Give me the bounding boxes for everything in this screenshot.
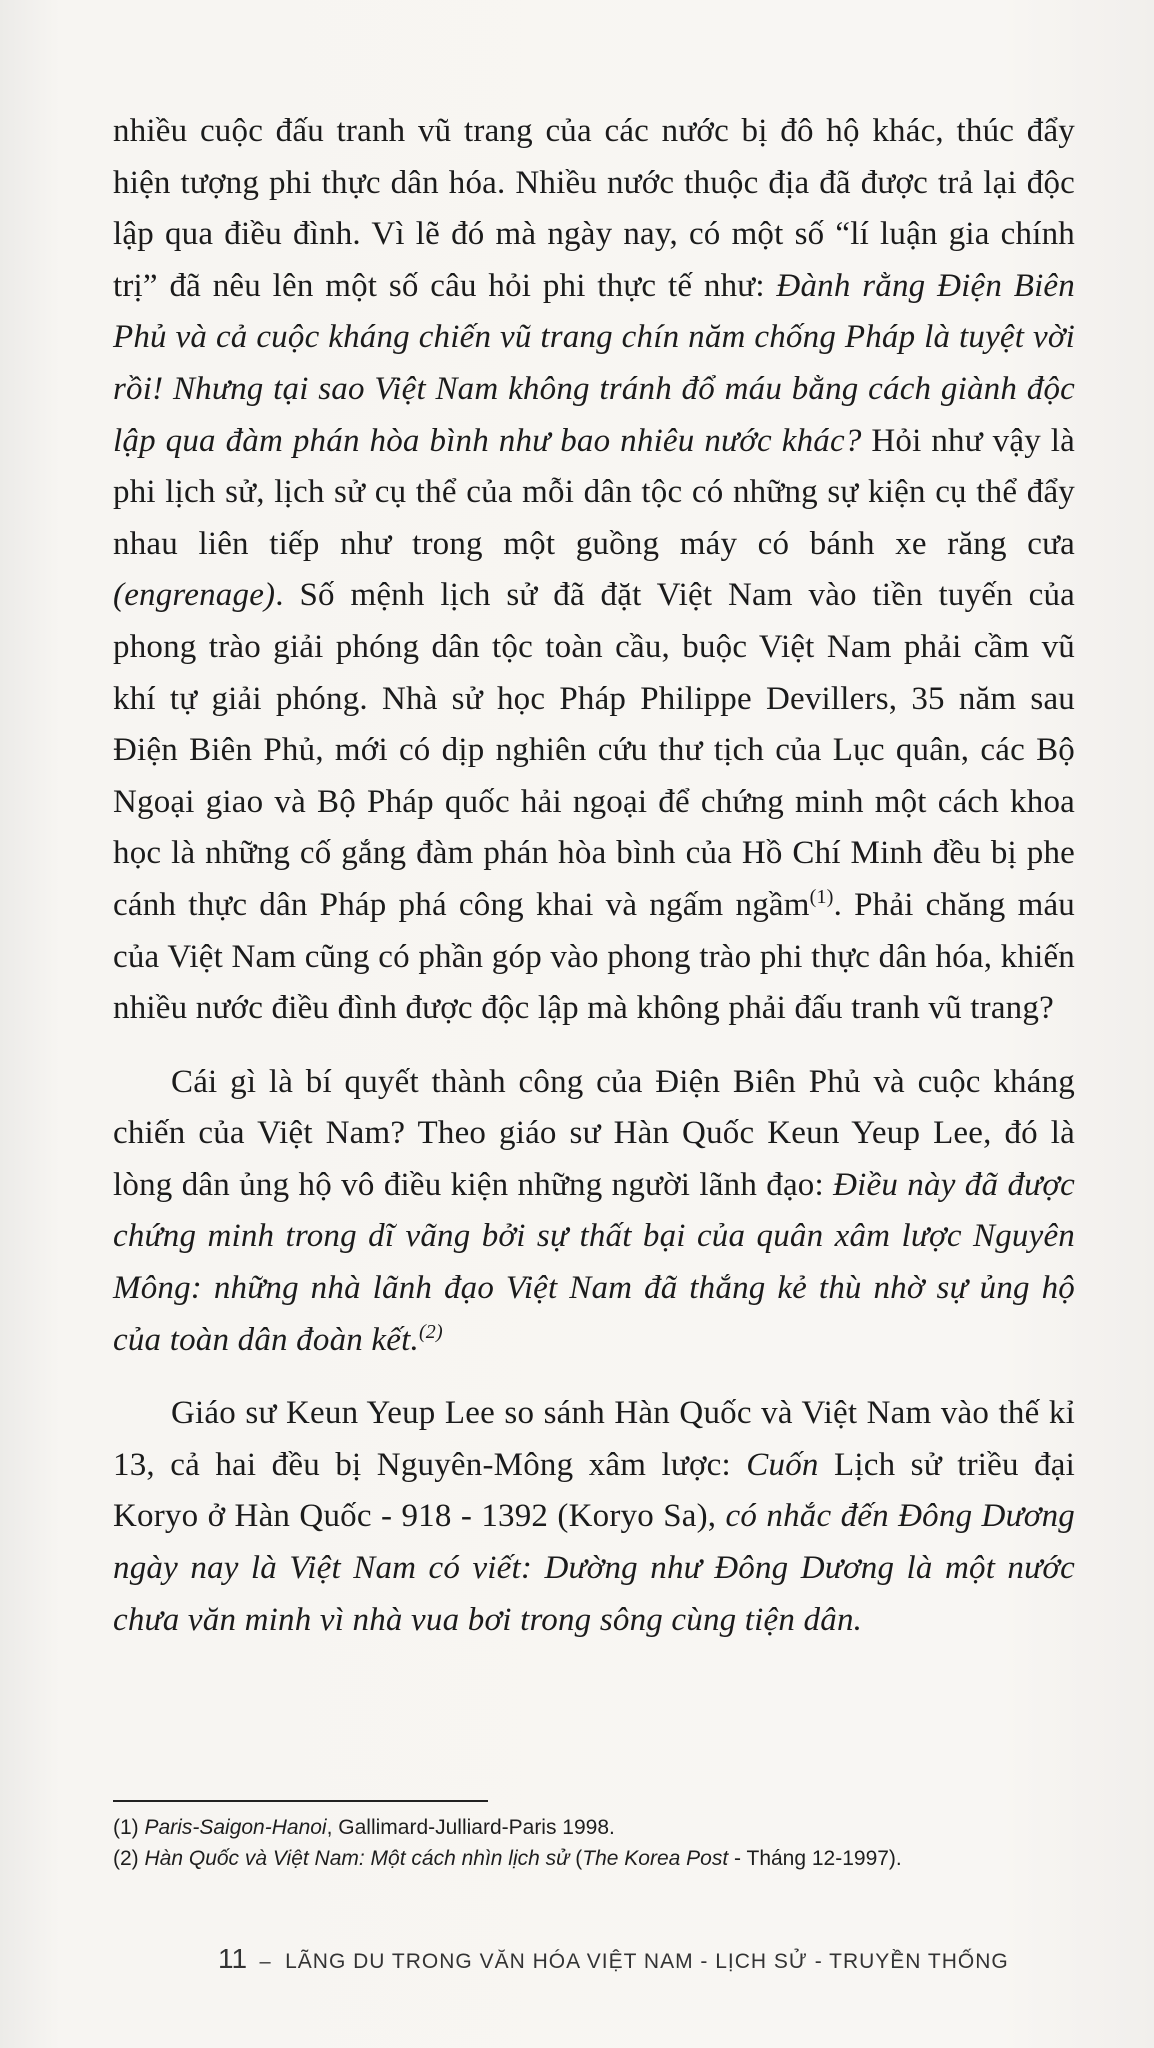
footnote-ref-2: (2) — [418, 1320, 443, 1343]
italic-quote: có nhắc đến Đông Dương ngày nay là Việt Nam có viết: Dường như Đông Dương là một nước chưa văn minh vì nhà vua bơi trong sông cùng tiện dân. — [113, 1498, 1075, 1638]
footnote-text: ( — [569, 1847, 583, 1870]
footnote-text: , Gallimard-Julliard-Paris 1998. — [326, 1816, 615, 1839]
text-run: Lịch sử triều đại Koryo ở Hàn Quốc - 918 - 1392 (Koryo Sa), — [113, 1446, 1076, 1535]
italic-quote: Điều này đã được chứng minh trong dĩ vãng bởi sự thất bại của quân xâm lược Nguyên Mông: những nhà lãnh đạo Việt Nam đã thắng kẻ thù nhờ sự ủng hộ của toàn dân đoàn kết. — [113, 1166, 1075, 1358]
footer-separator: – — [259, 1951, 271, 1973]
text-run: Cái gì là bí quyết thành công của Điện Biên Phủ và cuộc kháng chiến của Việt Nam? Theo giáo sư Hàn Quốc Keun Yeup Lee, đó là lòng dân ủng hộ vô điều kiện những người lãnh đạo: — [113, 1063, 1075, 1203]
footnote-number: (2) — [113, 1847, 145, 1870]
paragraph-1 — [113, 106, 1075, 1035]
italic-term: (engrenage) — [113, 577, 276, 614]
text-run: Giáo sư Keun Yeup Lee so sánh Hàn Quốc và Việt Nam vào thế kỉ 13, cả hai đều bị Nguyên-Mông xâm lược: — [113, 1395, 1075, 1483]
footnote-2 — [113, 1843, 1073, 1874]
paragraph-3 — [113, 1388, 1075, 1646]
footnote-title: Hàn Quốc và Việt Nam: Một cách nhìn lịch sử — [144, 1847, 570, 1870]
running-title: LÃNG DU TRONG VĂN HÓA VIỆT NAM - LỊCH SỬ - TRUYỀN THỐNG — [285, 1950, 1009, 1973]
footnote-title: Paris-Saigon-Hanoi — [144, 1816, 327, 1839]
footnote-text: - Tháng 12-1997). — [728, 1847, 902, 1870]
page-footer — [218, 1943, 1018, 1975]
body-text — [113, 106, 1075, 1646]
footnote-number: (1) — [113, 1816, 145, 1839]
text-run: . Số mệnh lịch sử đã đặt Việt Nam vào tiền tuyến của phong trào giải phóng dân tộc toàn cầu, buộc Việt Nam phải cầm vũ khí tự giải phóng. Nhà sử học Pháp Philippe Devillers, 35 năm sau Điện Biên Phủ, mới có dịp nghiên cứu thư tịch của Lục quân, các Bộ Ngoại giao và Bộ Pháp quốc hải ngoại để chứng minh một cách khoa học là những cố gắng đàm phán hòa bình của Hồ Chí Minh đều bị phe cánh thực dân Pháp phá công khai và ngấm ngầm — [113, 577, 1075, 923]
page-number: 11 — [218, 1943, 248, 1974]
footnote-divider — [113, 1800, 488, 1802]
paragraph-2 — [113, 1057, 1075, 1367]
text-run: Hỏi như vậy là phi lịch sử, lịch sử cụ thể của mỗi dân tộc có những sự kiện cụ thể đẩy nhau liên tiếp như trong một guồng máy có bánh xe răng cưa — [113, 422, 1075, 562]
footnote-1 — [113, 1812, 1073, 1843]
text-run: . Phải chăng máu của Việt Nam cũng có phần góp vào phong trào phi thực dân hóa, khiến nhiều nước điều đình được độc lập mà không phải đấu tranh vũ trang? — [113, 886, 1075, 1027]
footnote-ref-1: (1) — [809, 885, 834, 908]
italic-quote: Đành rằng Điện Biên Phủ và cả cuộc kháng chiến vũ trang chín năm chống Pháp là tuyệt vời rồi! Nhưng tại sao Việt Nam không tránh đổ máu bằng cách giành độc lập qua đàm phán hòa bình như bao nhiêu nước khác? — [113, 267, 1075, 459]
footnote-publication: The Korea Post — [582, 1847, 729, 1870]
text-run: nhiều cuộc đấu tranh vũ trang của các nước bị đô hộ khác, thúc đẩy hiện tượng phi thực dân hóa. Nhiều nước thuộc địa đã được trả lại độc lập qua điều đình. Vì lẽ đó mà ngày nay, có một số “lí luận gia chính trị” đã nêu lên một số câu hỏi phi thực tế như: — [113, 113, 1075, 304]
footnotes — [113, 1812, 1073, 1874]
italic-word: Cuốn — [746, 1446, 819, 1483]
